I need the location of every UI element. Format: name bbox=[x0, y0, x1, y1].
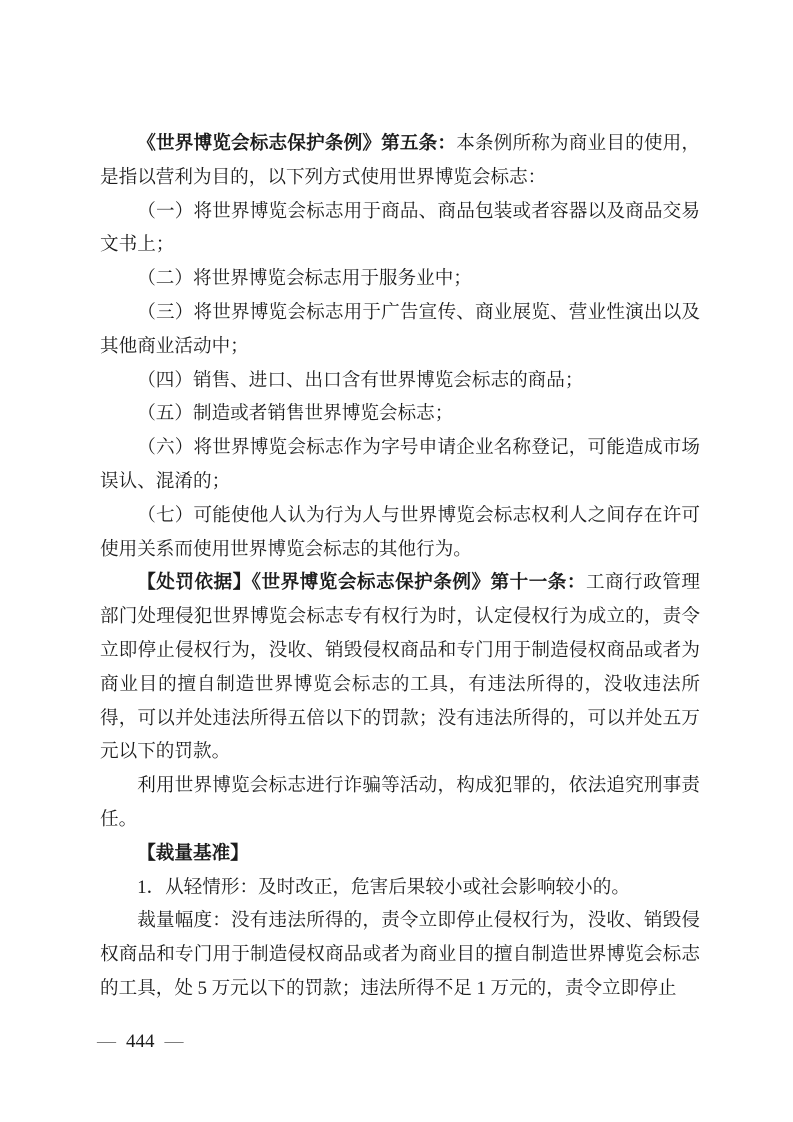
paragraph-lead: 【裁量基准】 bbox=[137, 842, 249, 864]
paragraph-text: 利用世界博览会标志进行诈骗等活动，构成犯罪的，依法追究刑事责任。 bbox=[100, 775, 700, 830]
paragraph bbox=[100, 397, 700, 431]
paragraph-text: 工商行政管理部门处理侵犯世界博览会标志专有权行为时，认定侵权行为成立的，责令立即停止侵权行为，没收、销毁侵权商品和专门用于制造侵权商品或者为商业目的擅自制造世界博览会标志的工具，有违法所得的，没收违法所得，可以并处违法所得五倍以下的罚款；没有违法所得的，可以并处五万元以下的罚款。 bbox=[100, 572, 700, 763]
paragraph-text: 本条例所称为商业目的使用，是指以营利为目的，以下列方式使用世界博览会标志： bbox=[100, 133, 700, 188]
paragraph-text: 裁量幅度：没有违法所得的，责令立即停止侵权行为，没收、销毁侵权商品和专门用于制造侵权商品或者为商业目的擅自制造世界博览会标志的工具，处 5 万元以下的罚款；违法所得不足 1 万元的，责令立即停止 bbox=[100, 910, 700, 999]
paragraph-text: （六）将世界博览会标志作为字号申请企业名称登记，可能造成市场误认、混淆的； bbox=[100, 437, 700, 492]
paragraph bbox=[100, 904, 700, 1005]
paragraph bbox=[100, 262, 700, 296]
paragraph-text: （三）将世界博览会标志用于广告宣传、商业展览、营业性演出以及其他商业活动中； bbox=[100, 301, 700, 357]
paragraph bbox=[100, 431, 700, 499]
paragraph-text: （七）可能使他人认为行为人与世界博览会标志权利人之间存在许可使用关系而使用世界博览会标志的其他行为。 bbox=[100, 504, 700, 560]
paragraph-lead: 《世界博览会标志保护条例》第五条： bbox=[137, 133, 457, 154]
page-footer bbox=[97, 1031, 184, 1053]
paragraph-text: 1．从轻情形：及时改正，危害后果较小或社会影响较小的。 bbox=[137, 876, 630, 898]
paragraph bbox=[100, 127, 700, 195]
paragraph-lead: 【处罚依据】《世界博览会标志保护条例》第十一条： bbox=[137, 572, 586, 594]
paragraph bbox=[100, 195, 700, 263]
paragraph bbox=[100, 837, 700, 871]
paragraph bbox=[100, 499, 700, 567]
paragraph bbox=[100, 871, 700, 905]
paragraph-text: （二）将世界博览会标志用于服务业中； bbox=[137, 268, 472, 290]
paragraph-text: （四）销售、进口、出口含有世界博览会标志的商品； bbox=[137, 369, 584, 391]
footer-dash-left: — bbox=[97, 1031, 116, 1052]
paragraph-text: （一）将世界博览会标志用于商品、商品包装或者容器以及商品交易文书上； bbox=[100, 200, 700, 256]
paragraph bbox=[100, 296, 700, 364]
paragraph bbox=[100, 364, 700, 398]
paragraph-text: （五）制造或者销售世界博览会标志； bbox=[137, 403, 454, 425]
paragraph bbox=[100, 769, 700, 837]
footer-dash-right: — bbox=[164, 1031, 184, 1052]
document-body bbox=[100, 127, 700, 1006]
page-number: 444 bbox=[126, 1031, 155, 1052]
paragraph bbox=[100, 566, 700, 769]
